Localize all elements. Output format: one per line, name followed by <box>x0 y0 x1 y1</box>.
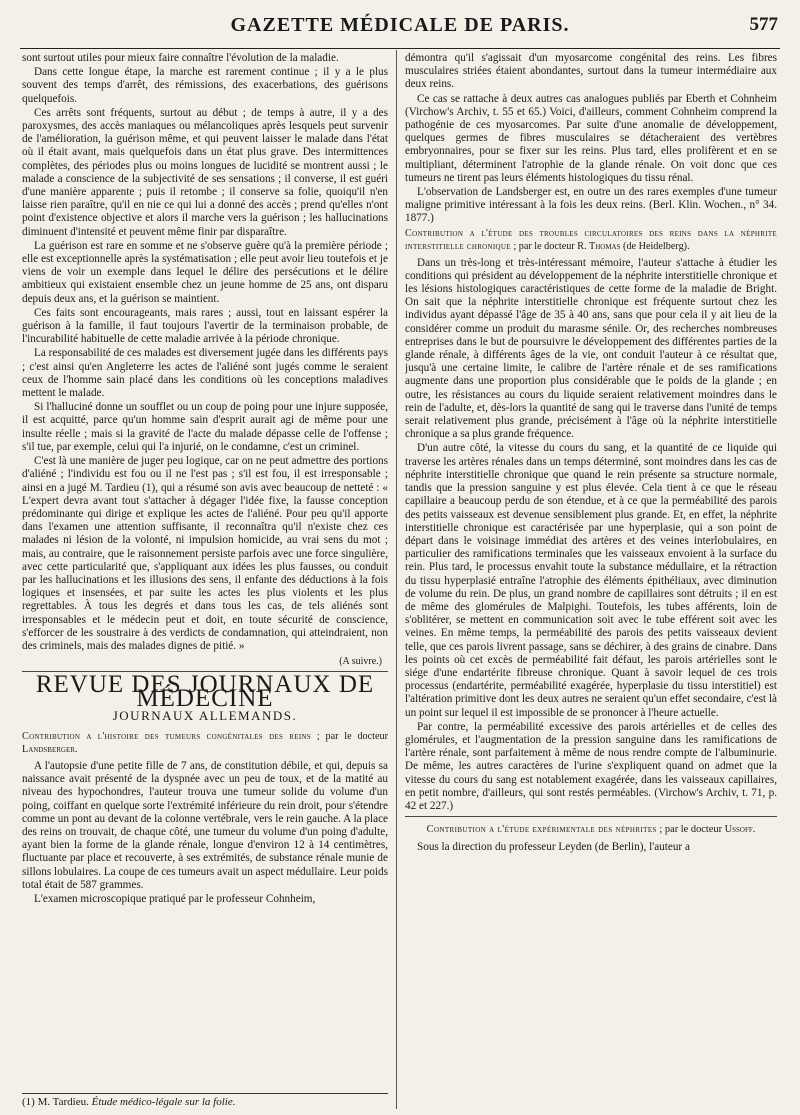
article-title <box>405 227 777 253</box>
paragraph: Ce cas se rattache à deux autres cas analogues publiés par Eberth et Cohnheim (Virchow's Archiv, t. 55 et 65.) Voici, d'ailleurs, comment Cohnheim comprend la pathogénie de ces myosarcomes. Par suite d'une anomalie de développement, quelques germes de fibres musculaires se détacheraient des vertèbres embryonnaires, pour se fixer sur les reins. Plus tard, elles prolifèrent et en se multipliant, déterminent l'atrophie de la glande rénale. On voit donc que ces tumeurs ne tirent pas leurs éléments histologiques du tissu rénal. <box>405 92 777 184</box>
article-title-byline: ; par le docteur <box>311 730 388 742</box>
footnote-marker: (1) M. Tardieu. <box>22 1095 89 1108</box>
paragraph: La responsabilité de ces malades est diversement jugée dans les différents pays ; c'est ainsi qu'en Angleterre les actes de l'aliéné sont jugés comme le seraient ceux de l'homme sain placé dans les conditions où les conceptions maladives mettent le malade. <box>22 347 388 400</box>
article-title-lead: Contribution a l'histoire des tumeurs congénitales des reins <box>22 730 312 742</box>
article-affiliation: (de Heidelberg). <box>620 240 690 252</box>
paragraph: D'un autre côté, la vitesse du cours du sang, et la quantité de ce liquide qui traverse les artères rénales dans un temps déterminé, sont moindres dans les cas de néphrite interstitielle chronique que quand le rein présente sa structure normale, tandis que la pression sanguine y est plus élevée. Cela tient à ce que le réseau capillaire a beaucoup perdu de son étendue, et à ce que la perméabilité des parois des petits vaisseaux est devenue sensiblement plus grande. Et, en effet, la néphrite interstitielle chronique est caractérisée par une hyperplasie, qui a son point de départ dans le voisinage immédiat des artères et des veines interlobulaires, en particulier des ramifications terminales que les vaisseaux envoient à la surface du rein. Plus tard, le processus envahit toute la substance médullaire, et la rétraction du tissu hyperplasié entraîne l'atrophie des éléments épithéliaux, avec diminution de volume du rein. De plus, un grand nombre de capillaires sont détruits ; il en est de même des glomérules de Malpighi. Toutefois, les tubes afférents, loin de s'oblitérer, se mettent en communication soit avec le tube efférent soit avec les veines. En même temps, la perméabilité des parois des petits vaisseaux devient telle, que ces parois livrent passage, sans se déchirer, à des grains de cinabre. Dans les points où cet excès de perméabilité fait défaut, les parois artérielles sont le siége d'une endartérite fibreuse chronique. Quant à savoir lequel de ces trois processus (endartérite, perméabilité exagérée, hyperplasie du tissu interstitiel) est l'altération primitive dont les deux autres ne seraient qu'un effet secondaire, c'est là un point sur lequel il est impossible de se prononcer à l'heure actuelle. <box>405 442 777 719</box>
paragraph: A l'autopsie d'une petite fille de 7 ans, de constitution débile, et qui, depuis sa naissance avait présenté de la dyspnée avec un peu de toux, et de la matité au niveau des hypochondres, l'auteur trouva une tumeur solide du volume d'un poing, coiffant en quelque sorte l'extrémité inférieure du rein droit, pour s'étendre comme un pont au devant de la colonne vertébrale, vers le rein gauche. A la place des reins on trouvait, de chaque côté, une tumeur du volume d'un poing d'adulte, ayant bien la forme de la glande rénale, longue d'environ 12 à 14 centimètres, fluctuante par place et recouverte, à ses extrémités, de substance rénale munie de sillons lobulaires. La coupe de ces tumeurs avait un aspect médullaire. Leur poids total était de 587 grammes. <box>22 759 388 891</box>
page-header <box>20 4 780 49</box>
article-title-byline: ; par le docteur <box>510 240 578 252</box>
section-title: REVUE DES JOURNAUX DE MÉDECINE <box>35 671 375 712</box>
footnote-work: Étude médico-légale sur la folie. <box>91 1095 236 1108</box>
footnote <box>22 1093 388 1109</box>
article-title <box>22 730 388 756</box>
paragraph: L'examen microscopique pratiqué par le professeur Cohnheim, <box>34 892 316 905</box>
article-rule <box>405 816 777 817</box>
article-author: Landsberger. <box>22 743 78 755</box>
paragraph: Ces faits sont encourageants, mais rares ; aussi, tout en laissant espérer la guérison à la famille, il faut toujours l'avertir de la terminaison probable, de l'incurabilité habituelle de cette maladie arrivée à la période chronique. <box>22 306 388 346</box>
paragraph: Si l'halluciné donne un soufflet ou un coup de poing pour une injure supposée, il est acquitté, parce qu'un homme sain d'esprit aurait agi de même pour une insulte réelle ; mais si la gravité de l'acte du malade dépasse celle de l'offense ; s'il tue, par exemple, celui qui l'a injurié, on le condamne, c'est un criminel. <box>22 401 388 453</box>
paragraph: sont surtout utiles pour mieux faire connaître l'évolution de la maladie. <box>22 52 339 64</box>
article-title-lead: Contribution a l'étude des troubles circulatoires des reins dans la néphrite interstitielle chronique <box>405 227 777 252</box>
article-title-byline: ; par le docteur <box>656 824 725 836</box>
page-number: 577 <box>749 14 778 35</box>
article-author: R. Thomas <box>577 240 621 252</box>
article-author: Ussoff. <box>724 824 756 836</box>
section-subtitle: JOURNAUX ALLEMANDS. <box>112 707 298 723</box>
paragraph: La guérison est rare en somme et ne s'observe guère qu'à la première période ; elle est exceptionnelle après la systématisation ; elle peut avoir lieu toutefois et je viens de voir un exemple dans lequel le délire des persécutions et le délire ambitieux qui existaient ensemble chez un jeune homme de 25 ans, ont disparu depuis deux ans, et la guérison se maintient. <box>22 239 388 305</box>
paragraph: C'est là une manière de juger peu logique, car on ne peut admettre des portions d'aliéné ; l'individu est fou ou il ne l'est pas ; s'il est fou, il est irresponsable ; ainsi en a jugé M. Tardieu (1), qui a résumé son avis avec beaucoup de netteté : « L'expert devra avant tout s'attacher à dégager l'idée fixe, la fausse conception prédominante qui dirige et explique les actes de l'aliéné. Pour peu qu'il apporte dans l'examen une attention suffisante, il reconnaîtra qu'il n'existe chez ces malades ni lésion de la volonté, ni impulsion homicide, au vrai sens du mot ; mais, au contraire, que le raisonnement persiste parfois avec une force singulière, avec cette particularité que, s'appliquant aux idées les plus fausses, ou conduit par les hallucinations et les illusions des sens, il enfante des déductions à la fois logiques et insensées, et par suite les actes les plus violents et les plus regrettables. À tous les degrés et dans tous les cas, de tels aliénés sont irresponsables et le médecin peut et doit, en toute sécurité de conscience, s'efforcer de les soustraire à des verdicts de condamnation, qui atteindraient, non des criminels, mais des malades dignes de pitié. » <box>22 455 388 652</box>
paragraph: Dans cette longue étape, la marche est rarement continue ; il y a le plus souvent des temps d'arrêt, des rémissions, des exacerbations, des guérisons quelquefois. <box>22 66 388 105</box>
column-divider <box>396 50 397 1109</box>
article-title <box>405 823 777 836</box>
journal-title: GAZETTE MÉDICALE DE PARIS. <box>230 14 570 36</box>
paragraph: démontra qu'il s'agissait d'un myosarcome congénital des reins. Les fibres musculaires striées étaient abondantes, surtout dans la tumeur intermédiaire aux deux reins. <box>405 52 777 91</box>
paragraph: Par contre, la perméabilité excessive des parois artérielles et de celles des glomérules, et l'augmentation de la pression sanguine dans les ramifications de l'artère rénale, sont parfaitement à même de nous rendre compte de l'albuminurie. De même, les autres caractères de l'urine s'expliquent quand on admet que la vitesse du cours du sang est notablement exagérée, dans les vaisseaux capillaires, en petit nombre, d'ailleurs, qui sont restés perméables. (Virchow's Archiv, t. 71, p. 42 et 227.) <box>405 720 777 812</box>
paragraph: Sous la direction du professeur Leyden (de Berlin), l'auteur a <box>417 841 690 854</box>
left-column <box>22 52 388 1109</box>
right-column <box>405 52 777 1109</box>
article-title-lead: Contribution a l'étude expérimentale des néphrites <box>426 824 657 836</box>
paragraph: L'observation de Landsberger est, en outre un des rares exemples d'une tumeur maligne primitive intéressant à la fois les deux reins. (Berl. Klin. Wochen., n° 34. 1877.) <box>405 186 777 225</box>
paragraph: Dans un très-long et très-intéressant mémoire, l'auteur s'attache à étudier les conditions qui président au développement de la néphrite interstitielle chronique et les lésions histologiques caractéristiques de cette forme de la maladie de Bright. On sait que la néphrite interstitielle chronique est fréquente surtout chez les individus ayant dépassé l'âge de 35 à 40 ans, sans que pour cela il y ait lieu de la considérer comme un produit du marasme sénile. Or, des recherches nombreuses entreprises dans le but de poursuivre le développement des différentes parties de la glande rénale, à différents âges de la vie, ont conduit l'auteur à ce résultat que, jusqu'à une certaine limite, le calibre de l'artère rénale et de ses ramifications augmente dans une proportion plus considérable que le poids de la glande ; en outre, les résistances au cours du liquide seraient relativement moindres dans le rein de l'adulte, et, dès-lors la quantité de sang qui le traverse dans l'unité de temps serait relativement plus grande, précisément à l'âge où la néphrite interstitielle chronique a sa plus grande fréquence. <box>405 256 777 441</box>
paragraph: Ces arrêts sont fréquents, surtout au début ; de temps à autre, il y a des paroxysmes, des accès maniaques ou mélancoliques après lesquels peut survenir de l'amélioration, la guérison même, et qui peuvent laisser le malade dans l'état où il était avant, mais quelquefois dans un état plus grave. Des intermittences complètes, des périodes plus ou moins longues de lucidité se montrent aussi ; le malade a conscience de la subjectivité de ses sensations ; il converse, il est guéri d'une manière apparente ; puis il retombe ; il conserve sa folie, quoiqu'il n'en laisse rien paraître, qu'il en nie ce qui lui a donné des accès ; prend qu'elles n'ont point d'existence objective et alors il marche vers la guérison ; les hallucinations diminuent d'intensité et peuvent même finir par disparaître. <box>22 106 388 238</box>
to-be-continued: (A suivre.) <box>339 656 382 668</box>
